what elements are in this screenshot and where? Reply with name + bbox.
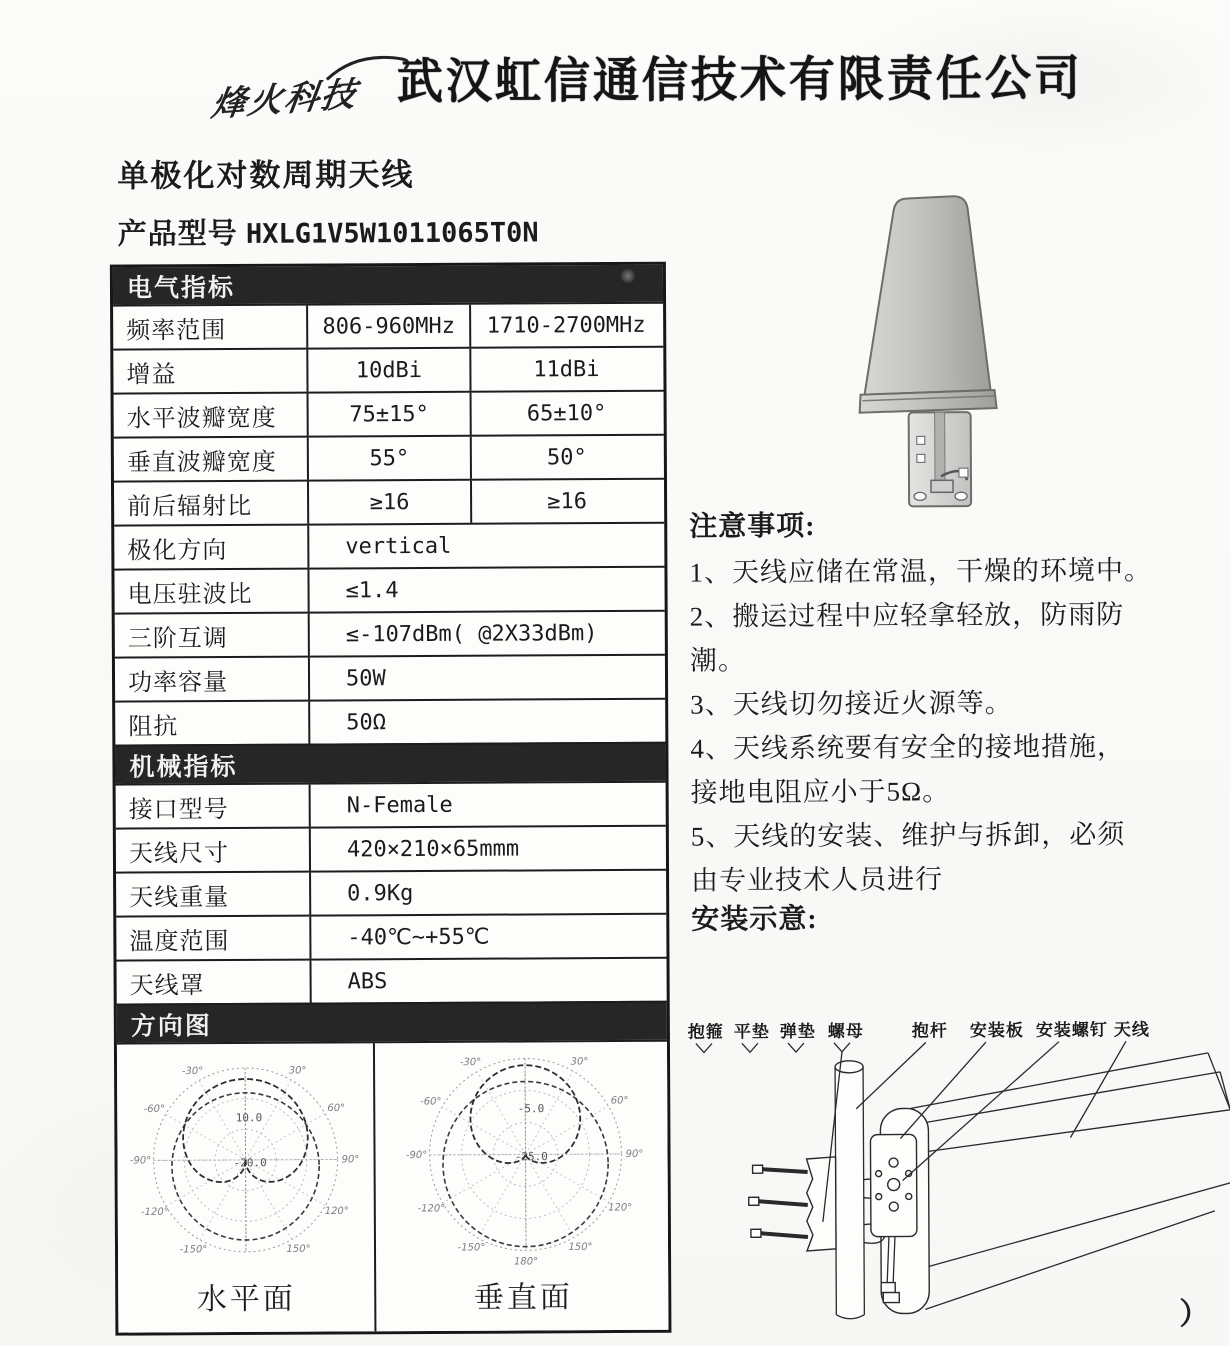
svg-text:120°: 120°	[608, 1202, 633, 1214]
row-label: 接口型号	[128, 796, 229, 824]
row-value-2: 1710-2700MHz	[469, 304, 661, 347]
antenna-product-icon	[849, 184, 1081, 515]
svg-text:-150°: -150°	[179, 1244, 208, 1256]
notes-heading: 注意事项:	[689, 510, 816, 543]
install-label-mount-screw: 安装螺钉	[1035, 1020, 1108, 1040]
notes-section	[689, 502, 1211, 903]
table-row	[116, 781, 666, 828]
note-line: 1、天线应储在常温，干燥的环境中。	[689, 555, 1153, 588]
svg-text:-90°: -90°	[405, 1149, 428, 1162]
row-label: 频率范围	[126, 317, 227, 345]
row-value: ABS	[310, 959, 667, 1003]
row-value-1: ≥16	[307, 481, 470, 524]
row-value-1: 75±15°	[307, 393, 470, 436]
row-value: 50Ω	[308, 700, 665, 744]
vertical-pattern-caption: 垂直面	[473, 1281, 573, 1315]
pattern-row	[117, 1040, 669, 1333]
row-label: 增益	[126, 361, 177, 389]
install-label-flat-washer: 平垫	[733, 1022, 770, 1042]
horizontal-pattern-chart	[117, 1043, 374, 1280]
pattern-section-band	[117, 1001, 667, 1043]
svg-text:-25.0: -25.0	[514, 1150, 548, 1164]
table-row	[115, 698, 665, 745]
svg-text:-150°: -150°	[457, 1242, 486, 1254]
row-value-2: 65±10°	[470, 392, 662, 435]
row-value: 50W	[308, 656, 665, 700]
install-label-antenna: 天线	[1113, 1020, 1150, 1040]
note-line: 4、天线系统要有安全的接地措施，	[690, 731, 1125, 764]
install-label-spring-washer: 弹垫	[779, 1021, 816, 1042]
install-label-clamp: 抱箍	[687, 1022, 724, 1042]
table-row	[114, 434, 664, 481]
install-label-nut: 螺母	[827, 1021, 864, 1041]
table-row	[113, 346, 663, 393]
row-value: ≤-107dBm( @2X33dBm)	[308, 612, 665, 656]
install-label-mount-plate: 安装板	[969, 1020, 1024, 1041]
note-line: 由专业技术人员进行	[691, 864, 944, 896]
product-name: 单极化对数周期天线	[117, 157, 415, 194]
svg-text:150°: 150°	[286, 1243, 311, 1255]
row-label: 阻抗	[128, 713, 179, 741]
svg-text:90°: 90°	[341, 1154, 360, 1166]
row-label: 天线罩	[129, 972, 205, 1000]
row-value-1: 806-960MHz	[306, 305, 469, 348]
product-photo	[849, 184, 1081, 520]
svg-text:-60°: -60°	[420, 1096, 442, 1108]
row-label: 天线重量	[129, 884, 230, 912]
row-value-2: ≥16	[470, 480, 662, 523]
note-line: 2、搬运过程中应轻拿轻放，防雨防	[689, 599, 1125, 632]
logo-text: 烽火科技	[208, 74, 361, 126]
svg-text:-60°: -60°	[143, 1103, 166, 1115]
company-name: 武汉虹信通信技术有限责任公司	[396, 50, 1084, 109]
title-block	[117, 148, 538, 252]
svg-text:-20.0: -20.0	[233, 1156, 267, 1170]
installation-diagram	[674, 1015, 1230, 1340]
scan-smudge	[621, 269, 635, 283]
row-label: 极化方向	[127, 537, 228, 565]
row-value-1: 10dBi	[306, 349, 469, 392]
row-value: ≤1.4	[307, 568, 664, 612]
svg-text:30°: 30°	[570, 1056, 589, 1068]
model-label: 产品型号	[117, 217, 238, 251]
row-label: 功率容量	[127, 669, 229, 697]
row-value: N-Female	[309, 783, 666, 827]
svg-text:60°: 60°	[327, 1102, 346, 1115]
row-label: 温度范围	[129, 928, 230, 956]
svg-text:-120°: -120°	[417, 1203, 446, 1215]
vertical-pattern-cell	[373, 1042, 671, 1332]
svg-text:90°: 90°	[625, 1148, 644, 1160]
row-value-2: 11dBi	[469, 348, 661, 391]
table-row	[114, 566, 664, 613]
fiberhome-logo	[207, 49, 382, 126]
row-value: vertical	[307, 524, 664, 568]
note-line: 5、天线的安装、维护与拆卸，必须	[690, 819, 1126, 852]
installation-section	[674, 1015, 1230, 1345]
svg-text:10.0: 10.0	[235, 1111, 263, 1125]
row-label: 垂直波瓣宽度	[126, 449, 277, 477]
document-header	[147, 27, 1107, 126]
row-value: -40℃~+55℃	[309, 915, 666, 959]
svg-text:30°: 30°	[288, 1065, 307, 1077]
svg-text:-120°: -120°	[141, 1206, 169, 1218]
vertical-pattern-chart	[375, 1042, 670, 1284]
spec-table	[110, 262, 672, 1336]
row-label: 三阶互调	[127, 625, 228, 653]
note-line: 3、天线切勿接近火源等。	[690, 687, 1013, 720]
model-line	[118, 209, 539, 252]
table-row	[116, 825, 666, 872]
pattern-section-title: 方向图	[130, 1012, 212, 1041]
scan-corner-mark: ）	[1179, 1297, 1210, 1332]
table-row	[113, 302, 663, 349]
horizontal-pattern-caption: 水平面	[196, 1282, 296, 1317]
electrical-section-band	[113, 265, 663, 305]
svg-text:-90°: -90°	[129, 1155, 152, 1167]
row-label: 水平波瓣宽度	[126, 405, 277, 433]
mechanical-section-title: 机械指标	[129, 753, 238, 782]
row-label: 前后辐射比	[127, 493, 253, 521]
row-value-2: 50°	[470, 436, 662, 479]
svg-text:-30°: -30°	[459, 1057, 482, 1069]
svg-text:120°: 120°	[324, 1205, 349, 1218]
row-label: 天线尺寸	[128, 840, 230, 868]
note-line: 接地电阻应小于5Ω。	[690, 776, 951, 808]
row-label: 电压驻波比	[127, 581, 253, 609]
svg-text:60°: 60°	[610, 1095, 629, 1107]
svg-text:180°: 180°	[514, 1256, 539, 1268]
svg-text:150°: 150°	[568, 1241, 593, 1253]
table-row	[116, 913, 666, 960]
table-row	[114, 522, 664, 569]
row-value: 0.9Kg	[309, 871, 666, 915]
table-row	[116, 957, 666, 1004]
table-row	[114, 390, 664, 437]
row-value: 420×210×65mmm	[309, 827, 666, 871]
table-row	[114, 478, 664, 525]
electrical-section-title: 电气指标	[126, 274, 236, 303]
mechanical-section-band	[115, 742, 665, 784]
table-row	[115, 610, 665, 657]
note-line: 潮。	[689, 645, 747, 676]
table-row	[116, 869, 666, 916]
install-heading: 安装示意:	[691, 903, 818, 936]
model-number: HXLG1V5W1011065T0N	[245, 217, 539, 250]
table-row	[115, 654, 665, 701]
row-value-1: 55°	[307, 437, 470, 480]
svg-text:-5.0: -5.0	[517, 1102, 545, 1116]
install-label-pole: 抱杆	[911, 1021, 948, 1041]
svg-text:-30°: -30°	[181, 1065, 204, 1078]
horizontal-pattern-cell	[117, 1043, 375, 1332]
